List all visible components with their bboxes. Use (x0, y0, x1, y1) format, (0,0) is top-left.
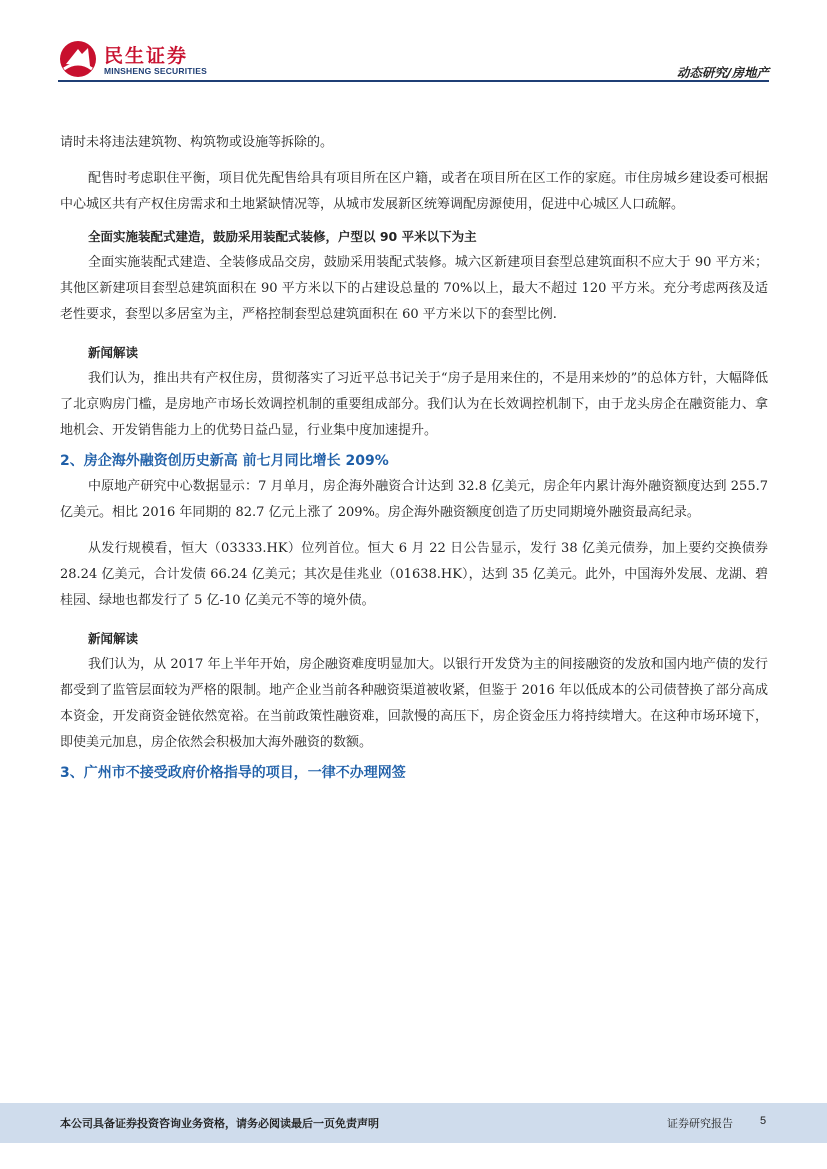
paragraph: 全面实施装配式建造、全装修成品交房，鼓励采用装配式装修。城六区新建项目套型总建筑面积不应大于 90 平方米；其他区新建项目套型总建筑面积在 90 平方米以下的占建设总量的 70%以上，最大不超过 120 平方米。充分考虑两孩及适老性要求，套型以多居室为主，严格控制套型总建筑面积在 60 平方米以下的套型比例. (60, 255, 768, 322)
paragraph: 从发行规模看，恒大（03333.HK）位列首位。恒大 6 月 22 日公告显示，发行 38 亿美元债券，加上要约交换债券 28.24 亿美元，合计发债 66.24 亿美元；其次是佳兆业（01638.HK），达到 35 亿美元。此外，中国海外发展、龙湖、碧桂园、绿地也都发行了 5 亿-10 亿美元不等的境外债。 (60, 541, 768, 608)
logo-english-text: MINSHENG SECURITIES (104, 66, 207, 76)
news-analysis-heading: 新闻解读 (88, 345, 139, 360)
paragraph: 我们认为，推出共有产权住房，贯彻落实了习近平总书记关于“房子是用来住的，不是用来炒的”的总体方针，大幅降低了北京购房门槛，是房地产市场长效调控机制的重要组成部分。我们认为在长效调控机制下，由于龙头房企在融资能力、拿地机会、开发销售能力上的优势日益凸显，行业集中度加速提升。 (60, 371, 768, 438)
paragraph: 我们认为，从 2017 年上半年开始，房企融资难度明显加大。以银行开发贷为主的间接融资的发放和国内地产债的发行都受到了监管层面较为严格的限制。地产企业当前各种融资渠道被收紧，但鉴于 2016 年以低成本的公司债替换了部分高成本资金，开发商资金链依然宽裕。在当前政策性融资难，回款慢的高压下，房企资金压力将持续增大。在这种市场环境下，即使美元加息，房企依然会积极加大海外融资的数额。 (60, 657, 768, 750)
news-analysis-heading: 新闻解读 (88, 631, 139, 646)
subsection-heading: 全面实施装配式建造，鼓励采用装配式装修，户型以 90 平米以下为主 (88, 229, 477, 244)
logo-emblem-icon (58, 39, 98, 79)
page-footer (0, 1103, 827, 1143)
disclaimer-text: 本公司具备证券投资咨询业务资格，请务必阅读最后一页免责声明 (60, 1117, 379, 1130)
company-logo (58, 39, 218, 79)
section-heading: 3、广州市不接受政府价格指导的项目，一律不办理网签 (60, 765, 406, 781)
document-type: 证券研究报告 (667, 1117, 733, 1130)
page-header (0, 0, 827, 82)
section-heading: 2、房企海外融资创历史新高 前七月同比增长 209% (60, 453, 389, 469)
paragraph: 请时未将违法建筑物、构筑物或设施等拆除的。 (60, 135, 334, 150)
paragraph: 配售时考虑职住平衡，项目优先配售给具有项目所在区户籍，或者在项目所在区工作的家庭。市住房城乡建设委可根据中心城区共有产权住房需求和土地紧缺情况等，从城市发展新区统筹调配房源使用，促进中心城区人口疏解。 (60, 171, 768, 212)
report-body (60, 130, 768, 786)
page-number: 5 (760, 1115, 767, 1127)
header-divider (58, 80, 769, 82)
report-category: 动态研究/房地产 (676, 65, 769, 80)
logo-chinese-text: 民生证券 (104, 45, 189, 67)
paragraph: 中原地产研究中心数据显示：7 月单月，房企海外融资合计达到 32.8 亿美元，房企年内累计海外融资额度达到 255.7 亿美元。相比 2016 年同期的 82.7 亿元上涨了 209%。房企海外融资额度创造了历史同期境外融资最高纪录。 (60, 479, 768, 520)
